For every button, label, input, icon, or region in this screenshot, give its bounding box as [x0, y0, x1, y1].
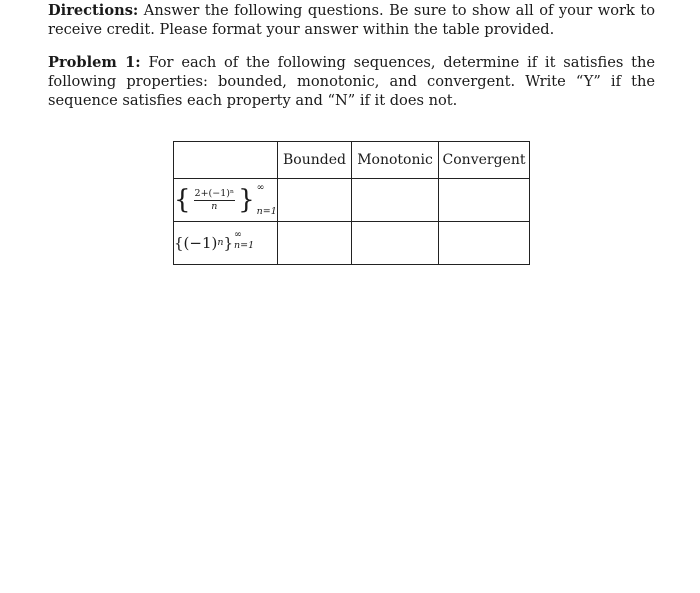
answer-cell-monotonic-2[interactable]: [352, 222, 439, 265]
lower-limit: n=1: [256, 206, 277, 217]
table-header-row: [174, 142, 530, 179]
directions-text: Answer the following questions. Be sure to show all of your work to receive credit. Please format your answer within the table provided.: [48, 2, 655, 38]
lower-limit: n=1: [234, 240, 255, 251]
fraction: [194, 188, 236, 213]
problem-label: Problem 1:: [48, 54, 141, 71]
sequence-cell-1: [174, 179, 278, 222]
table-row: [174, 179, 530, 222]
answer-cell-bounded-1[interactable]: [278, 179, 352, 222]
table-row: [174, 222, 530, 265]
index-range: [234, 229, 255, 251]
directions-paragraph: [48, 1, 655, 39]
fraction-numerator: 2+(−1)ⁿ: [194, 187, 235, 199]
sequence-2-close: }: [223, 234, 234, 252]
answer-cell-monotonic-1[interactable]: [352, 179, 439, 222]
directions-label: Directions:: [48, 2, 139, 19]
upper-limit: ∞: [234, 229, 242, 240]
sequence-2-base: {(−1): [174, 234, 218, 252]
problem-paragraph: [48, 53, 655, 110]
header-monotonic: Monotonic: [352, 142, 439, 179]
sequence-1-expression: [174, 183, 277, 217]
answer-cell-convergent-2[interactable]: [439, 222, 530, 265]
sequence-cell-2: [174, 222, 278, 265]
answer-cell-convergent-1[interactable]: [439, 179, 530, 222]
sequence-2-expression: {(−1) n } ∞ n=1: [174, 229, 255, 252]
open-brace: {: [174, 185, 191, 215]
header-empty-cell: [174, 142, 278, 179]
answer-cell-bounded-2[interactable]: [278, 222, 352, 265]
close-brace: }: [238, 185, 255, 215]
answer-table: [173, 141, 530, 265]
header-convergent: Convergent: [439, 142, 530, 179]
header-bounded: Bounded: [278, 142, 352, 179]
upper-limit: ∞: [256, 182, 265, 193]
fraction-denominator: n: [211, 200, 218, 212]
problem-text: For each of the following sequences, determine if it satisfies the following properties: bounded, monotonic, and convergent. Write “Y” if the sequence satisfies each property and “N” if it does not.: [48, 54, 656, 109]
index-range: [257, 183, 277, 217]
